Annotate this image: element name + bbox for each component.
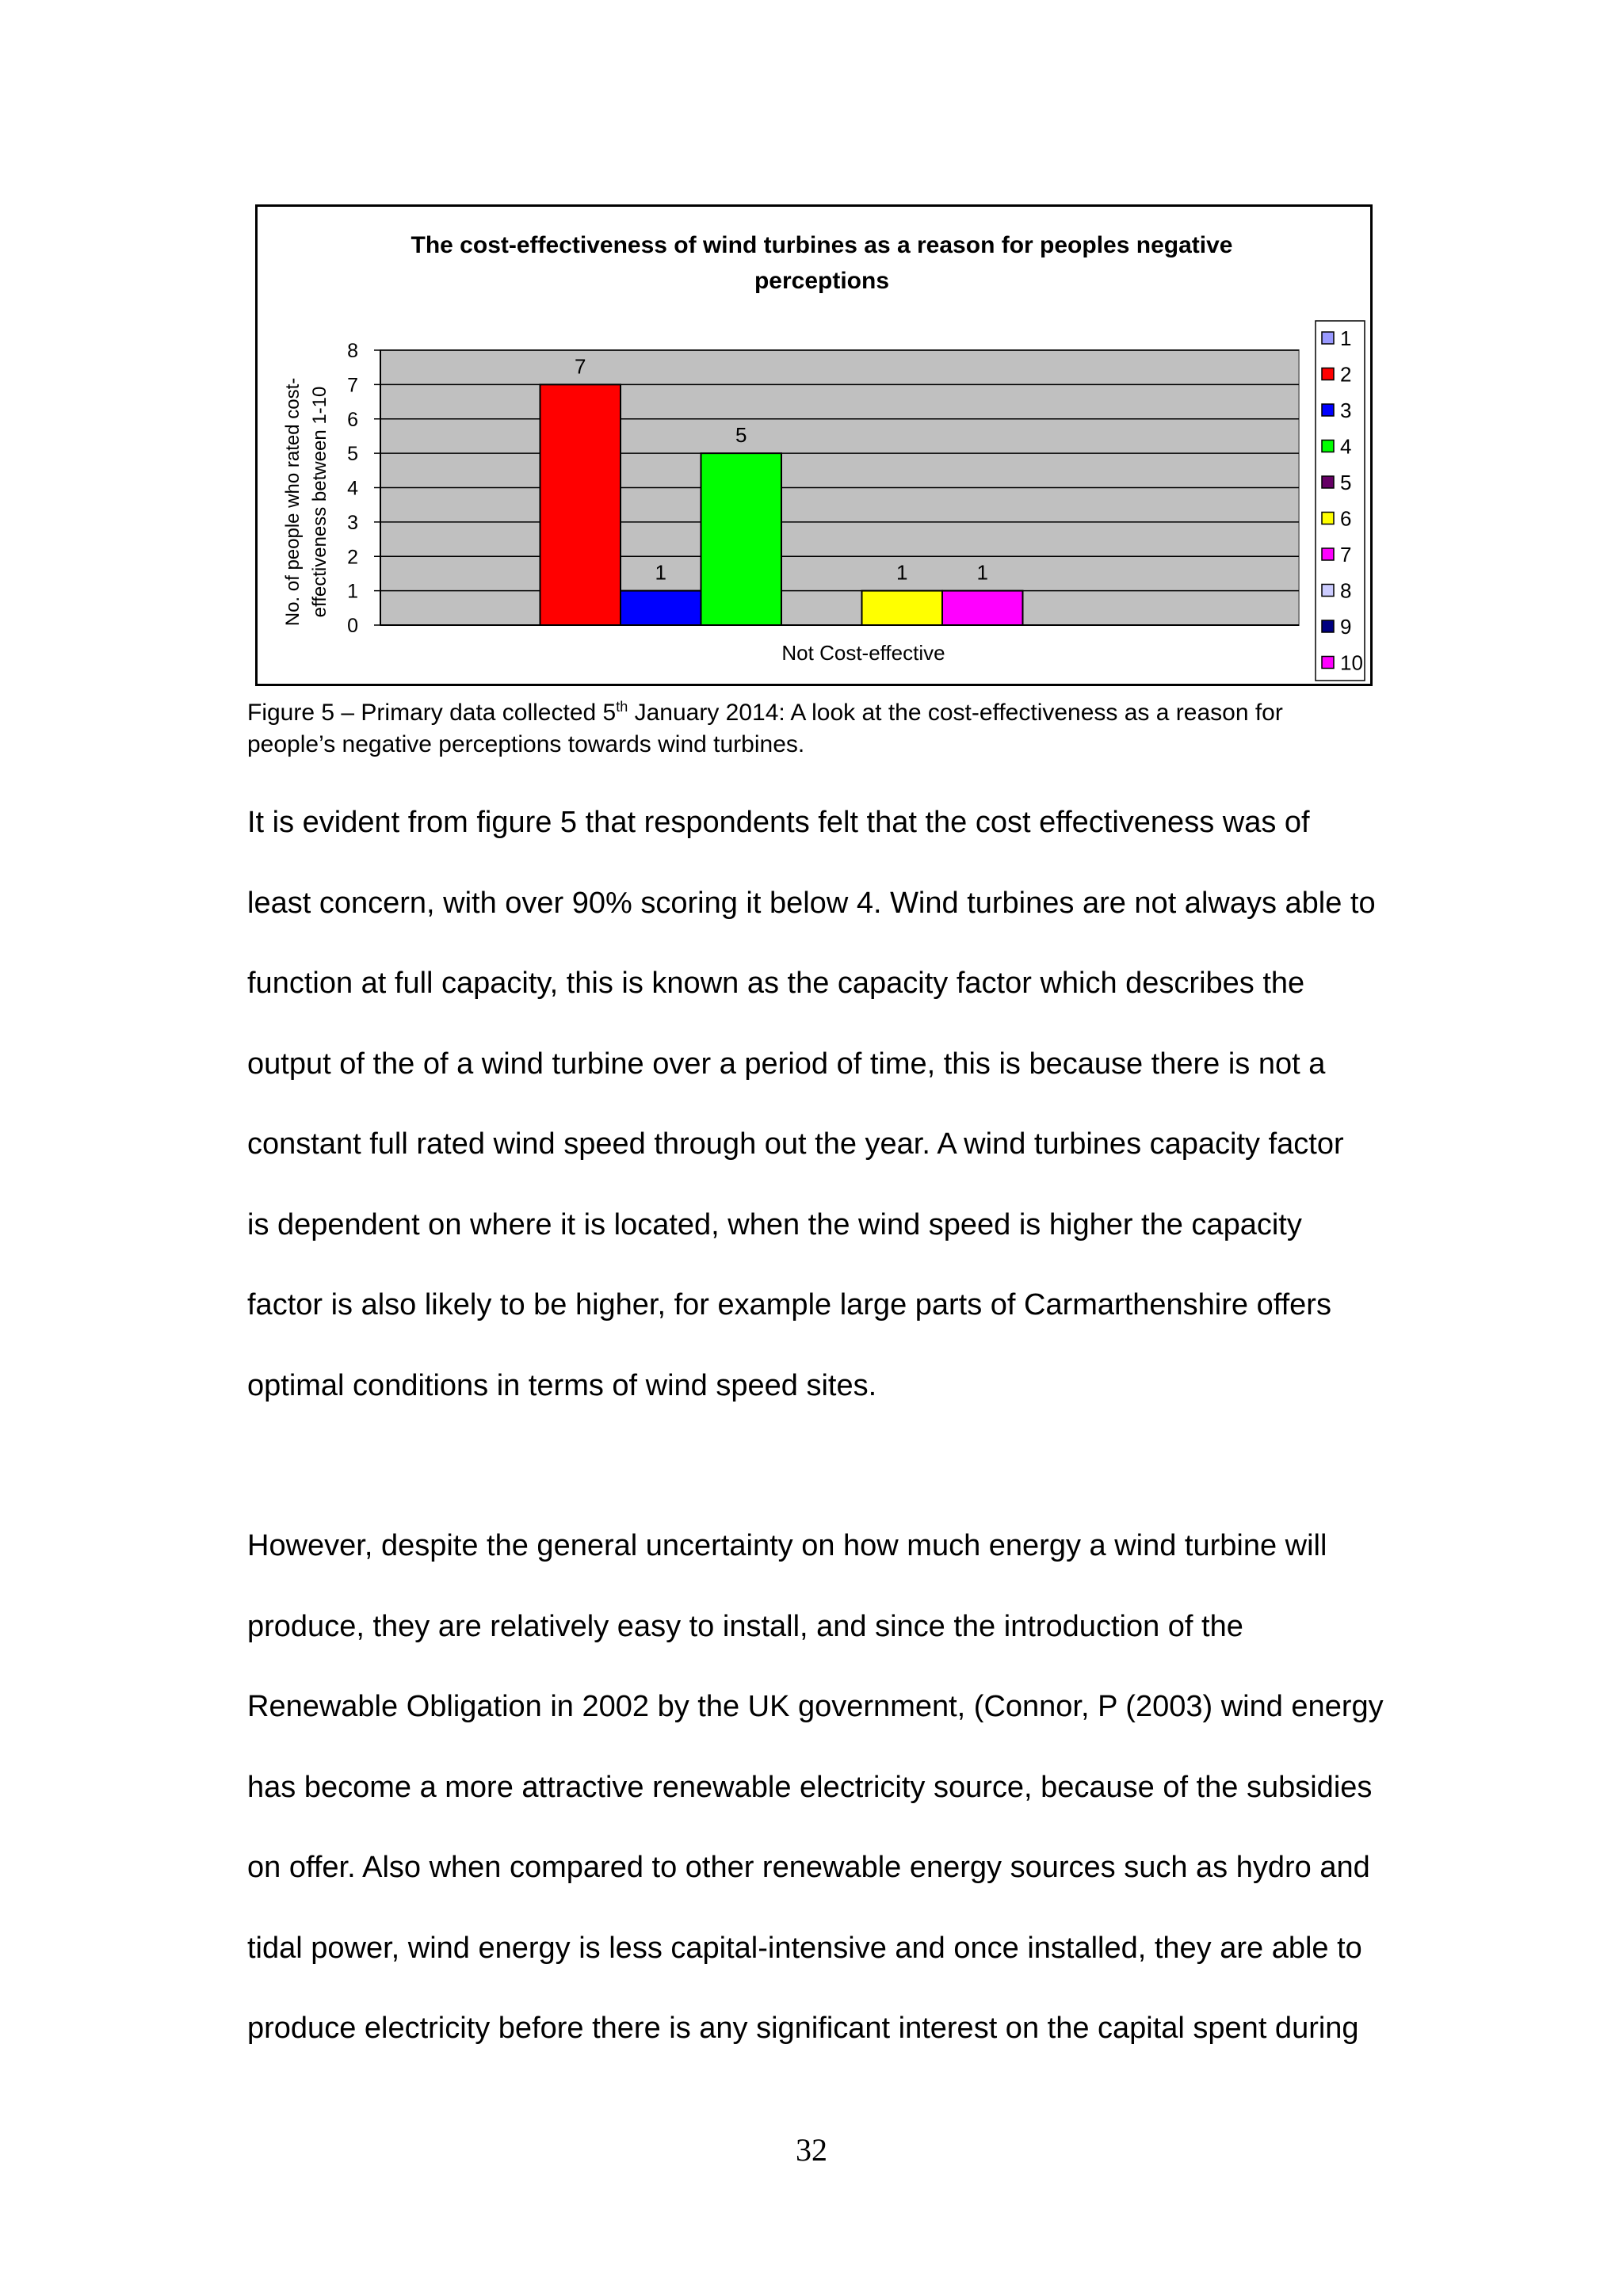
x-axis-label: Not Cost-effective bbox=[781, 641, 945, 665]
figure-caption bbox=[247, 697, 1388, 761]
y-tick-label: 2 bbox=[347, 546, 358, 569]
text-line: factor is also likely to be higher, for example large parts of Carmarthenshire offers bbox=[247, 1288, 1331, 1322]
legend-swatch-7 bbox=[1322, 548, 1334, 560]
legend-swatch-1 bbox=[1322, 332, 1334, 344]
bar-series-7 bbox=[942, 591, 1023, 625]
legend-swatch-8 bbox=[1322, 585, 1334, 597]
bar-series-6 bbox=[862, 591, 943, 625]
data-label: 1 bbox=[896, 560, 908, 585]
data-label: 1 bbox=[655, 560, 666, 585]
legend-label: 2 bbox=[1340, 362, 1352, 387]
text-line: optimal conditions in terms of wind speed sites. bbox=[247, 1368, 877, 1402]
y-tick-label: 0 bbox=[347, 615, 358, 637]
bar-chart bbox=[258, 207, 1370, 684]
legend-label: 5 bbox=[1340, 471, 1352, 494]
chart-title-line: perceptions bbox=[754, 268, 890, 294]
paragraph-1 bbox=[247, 805, 1404, 1448]
y-tick-label: 8 bbox=[347, 340, 358, 362]
y-tick-label: 4 bbox=[347, 477, 358, 500]
legend-label: 6 bbox=[1340, 506, 1352, 531]
text-line: on offer. Also when compared to other renewable energy sources such as hydro and bbox=[247, 1851, 1370, 1884]
text-line: tidal power, wind energy is less capital-intensive and once installed, they are able to bbox=[247, 1931, 1362, 1965]
text-line: produce electricity before there is any significant interest on the capital spent during bbox=[247, 2012, 1359, 2045]
text-line: has become a more attractive renewable electricity source, because of the subsidies bbox=[247, 1770, 1373, 1804]
legend-swatch-4 bbox=[1322, 441, 1334, 452]
legend-swatch-6 bbox=[1322, 513, 1334, 524]
legend-label: 3 bbox=[1340, 399, 1352, 422]
chart-frame bbox=[255, 204, 1373, 686]
caption-line-2: people’s negative perceptions towards wind turbines. bbox=[247, 731, 805, 757]
y-tick-label: 3 bbox=[347, 511, 358, 534]
text-line: is dependent on where it is located, when the wind speed is higher the capacity bbox=[247, 1207, 1302, 1241]
legend-label: 8 bbox=[1340, 578, 1352, 603]
y-axis-label-line: No. of people who rated cost- bbox=[282, 377, 304, 627]
data-label: 7 bbox=[575, 354, 586, 379]
y-tick-label: 6 bbox=[347, 408, 358, 431]
text-line: Renewable Obligation in 2002 by the UK government, (Connor, P (2003) wind energy bbox=[247, 1690, 1384, 1723]
chart-title-line: The cost-effectiveness of wind turbines as a reason for peoples negative bbox=[411, 232, 1233, 258]
legend-swatch-10 bbox=[1322, 657, 1334, 669]
legend-label: 4 bbox=[1340, 434, 1352, 459]
text-line: least concern, with over 90% scoring it below 4. Wind turbines are not always able to bbox=[247, 886, 1376, 920]
legend-swatch-9 bbox=[1322, 620, 1334, 632]
legend-label: 7 bbox=[1340, 543, 1352, 566]
bar-series-4 bbox=[701, 453, 782, 625]
legend-swatch-5 bbox=[1322, 476, 1334, 488]
text-line: output of the of a wind turbine over a period of time, this is because there is not a bbox=[247, 1047, 1326, 1081]
caption-line-1: Figure 5 – Primary data collected 5th January 2014: A look at the cost-effectiveness as a reason for bbox=[247, 699, 1283, 726]
text-line: It is evident from figure 5 that respondents felt that the cost effectiveness was of bbox=[247, 806, 1310, 839]
y-tick-label: 5 bbox=[347, 443, 358, 466]
y-axis-label-line: effectiveness between 1-10 bbox=[309, 386, 330, 618]
legend-swatch-3 bbox=[1322, 404, 1334, 416]
data-label: 5 bbox=[735, 423, 747, 448]
page-number: 32 bbox=[796, 2132, 827, 2168]
legend-label: 1 bbox=[1340, 326, 1352, 350]
data-label: 1 bbox=[976, 560, 988, 585]
legend-label: 10 bbox=[1340, 650, 1363, 675]
text-line: produce, they are relatively easy to install, and since the introduction of the bbox=[247, 1609, 1243, 1643]
legend-swatch-2 bbox=[1322, 368, 1334, 380]
bar-series-3 bbox=[621, 591, 701, 625]
y-tick-label: 7 bbox=[347, 374, 358, 397]
paragraph-2 bbox=[247, 1528, 1404, 2092]
text-line: constant full rated wind speed through out the year. A wind turbines capacity factor bbox=[247, 1127, 1344, 1161]
text-line: function at full capacity, this is known as the capacity factor which describes the bbox=[247, 967, 1305, 1000]
y-tick-label: 1 bbox=[347, 580, 358, 603]
text-line: However, despite the general uncertainty on how much energy a wind turbine will bbox=[247, 1529, 1327, 1562]
legend-label: 9 bbox=[1340, 615, 1352, 639]
bar-series-2 bbox=[540, 384, 621, 625]
